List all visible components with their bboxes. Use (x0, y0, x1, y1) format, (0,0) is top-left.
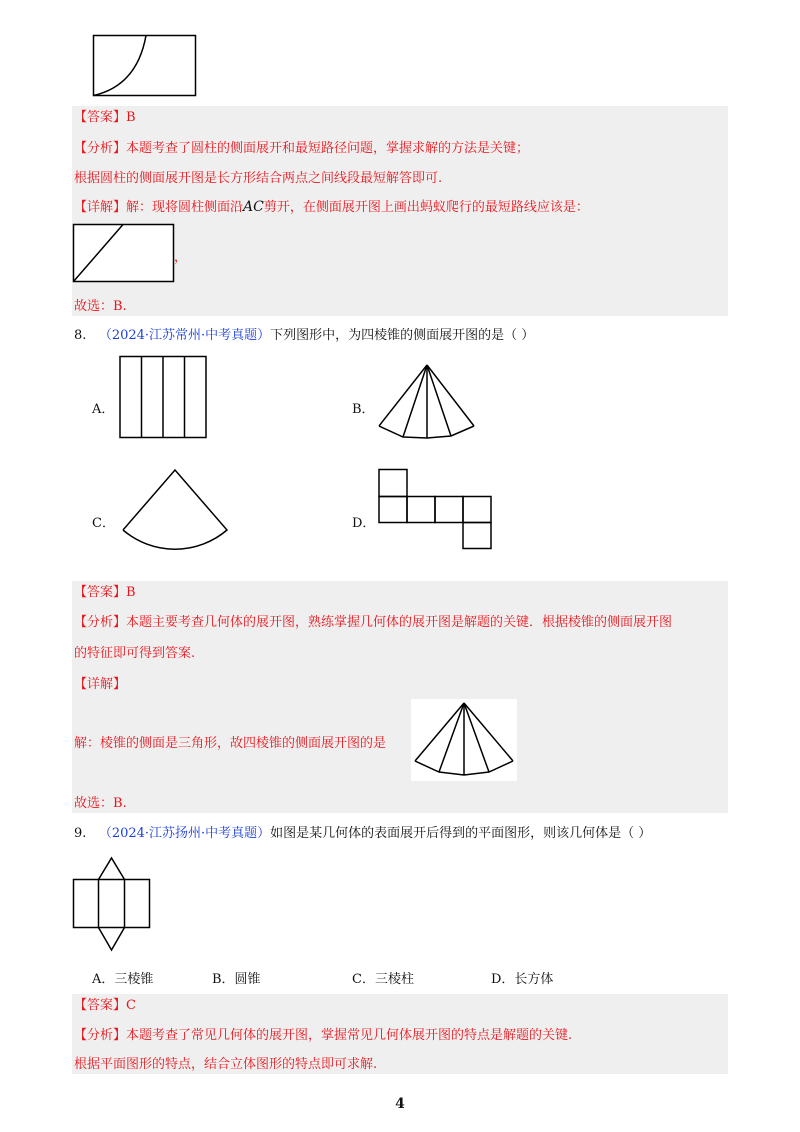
q8-option-a-figure (118, 355, 208, 439)
detail-q7 (74, 198, 589, 217)
detail-q7-text-a: 【详解】解：现将圆柱侧面沿 (74, 200, 244, 215)
detail-q7-var: AC (243, 199, 264, 215)
choose-q8: 故选：B. (74, 796, 127, 811)
detail-q8-heading: 【详解】 (74, 677, 127, 692)
detail-q7-text-b: 剪开，在侧面展开图上画出蚂蚁爬行的最短路线应该是： (263, 200, 589, 215)
question-9-text: 如图是某几何体的表面展开后得到的平面图形，则该几何体是（ ） (270, 826, 652, 841)
cylinder-net-curve-figure (92, 34, 198, 98)
q8-detail-pyramid-net-figure (411, 699, 517, 781)
detail-q7-comma: ， (174, 250, 188, 265)
q9-prism-net-figure (72, 856, 152, 952)
detail-q8-body: 解：棱锥的侧面是三角形，故四棱锥的侧面展开图的是 (74, 736, 387, 751)
question-9-number: 9. (74, 826, 87, 841)
analysis-q9-line1: 【分析】本题考查了常见几何体的展开图，掌握常见几何体展开图的特点是解题的关键. (74, 1028, 573, 1043)
answer-q7: 【答案】B (74, 110, 136, 125)
q9-option-c: C．三棱柱 (352, 972, 414, 987)
q9-option-d: D．长方体 (491, 972, 554, 987)
choose-q7: 故选：B. (74, 299, 127, 314)
answer-q8: 【答案】B (74, 585, 136, 600)
q9-option-b: B．圆锥 (212, 972, 261, 987)
question-8-number: 8. (74, 328, 87, 343)
q8-option-a-label: A． (92, 402, 115, 417)
analysis-q7-line1: 【分析】本题考查了圆柱的侧面展开和最短路径问题，掌握求解的方法是关键； (74, 141, 530, 156)
q8-option-c-label: C． (92, 516, 115, 531)
cylinder-net-straight-figure (72, 223, 175, 283)
q8-option-b-figure (377, 363, 477, 441)
q8-option-b-label: B． (352, 402, 375, 417)
answer-q9: 【答案】C (74, 998, 136, 1013)
question-8-text: 下列图形中，为四棱锥的侧面展开图的是（ ） (270, 328, 535, 343)
q9-option-a: A．三棱锥 (92, 972, 154, 987)
q8-option-d-label: D． (352, 516, 376, 531)
analysis-q7-line2: 根据圆柱的侧面展开图是长方形结合两点之间线段最短解答即可. (74, 171, 443, 186)
analysis-q9-line2: 根据平面图形的特点，结合立体图形的特点即可求解. (74, 1057, 378, 1072)
q8-option-d-figure (377, 468, 493, 550)
page-number: 4 (395, 1096, 405, 1112)
question-8-source: （2024·江苏常州·中考真题） (98, 328, 271, 343)
question-8 (74, 327, 534, 345)
question-9 (74, 825, 651, 843)
q8-option-c-figure (120, 468, 230, 552)
analysis-q8-line2: 的特征即可得到答案. (74, 646, 196, 661)
analysis-q8-line1: 【分析】本题主要考查几何体的展开图，熟练掌握几何体的展开图是解题的关键．根据棱锥的侧面展开图 (74, 615, 673, 630)
question-9-source: （2024·江苏扬州·中考真题） (98, 826, 271, 841)
